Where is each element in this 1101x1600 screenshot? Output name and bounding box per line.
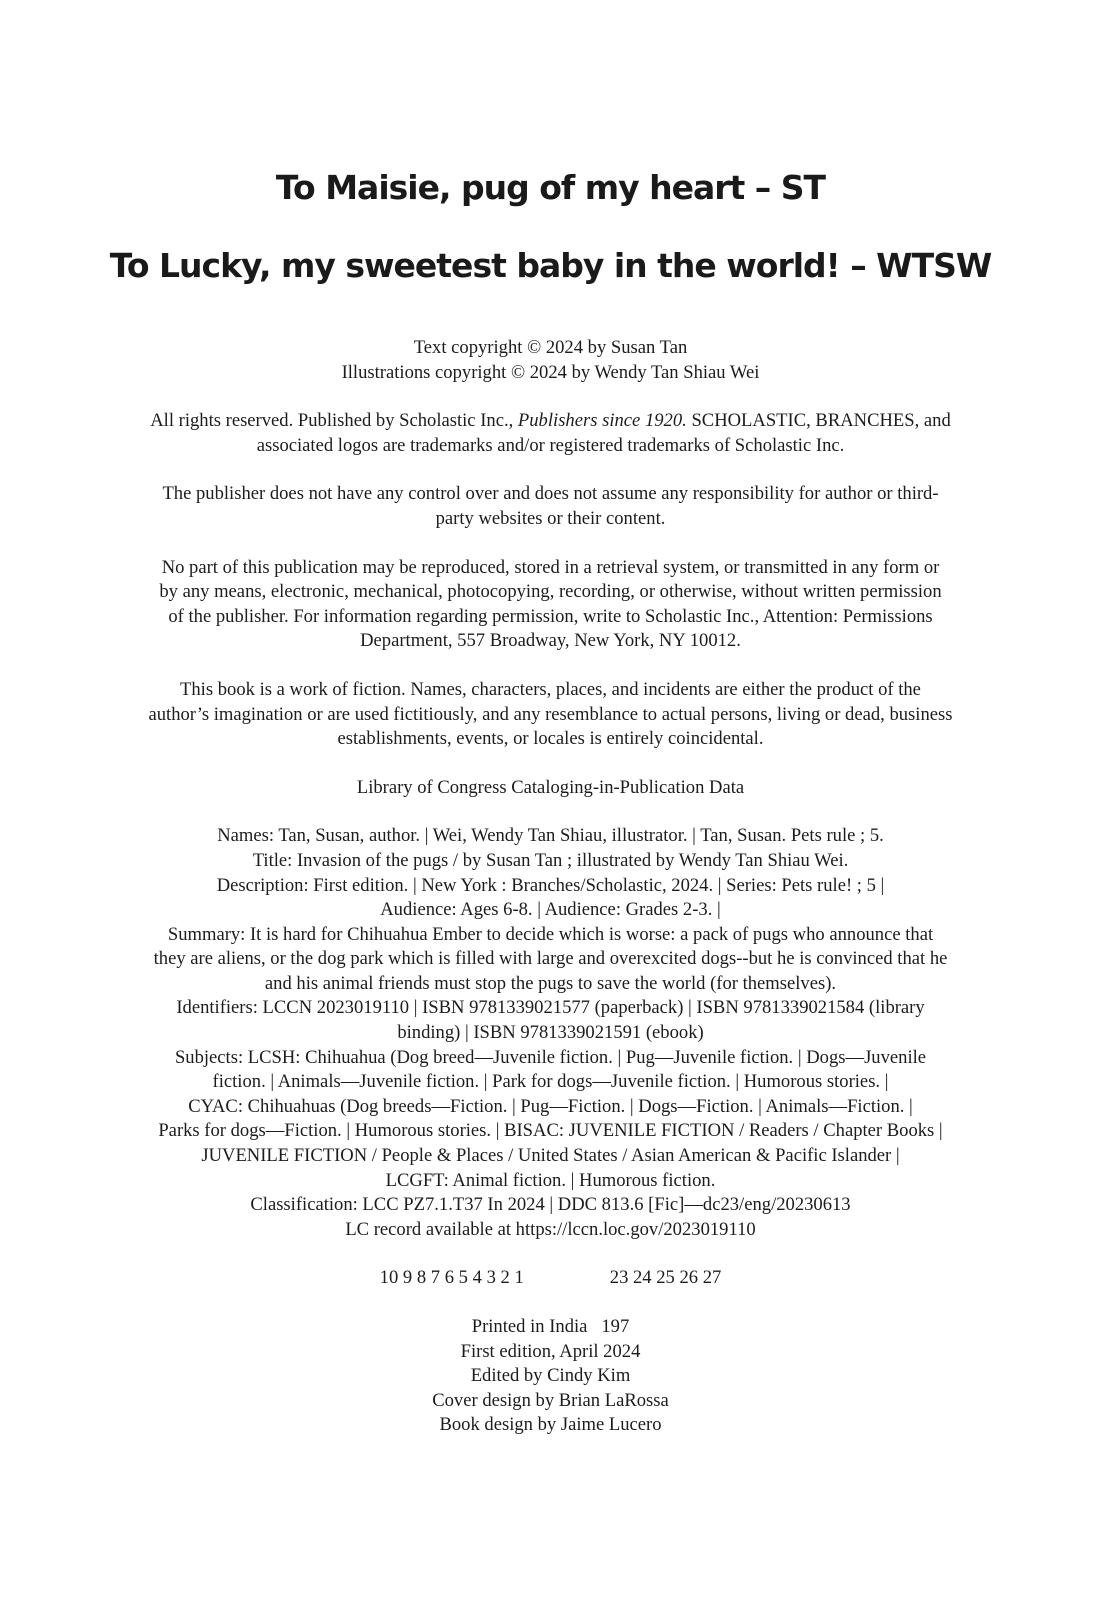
rights-text-start: All rights reserved. Published by Scholastic Inc., (150, 410, 518, 432)
reproduction-line: of the publisher. For information regarding permission, write to Scholastic Inc., Attention: Permissions (168, 605, 933, 627)
cover-design-credit: Cover design by Brian LaRossa (432, 1389, 669, 1411)
cip-summary: and his animal friends must stop the pugs to save the world (for themselves). (264, 972, 837, 994)
fiction-line: This book is a work of fiction. Names, characters, places, and incidents are either the product of the (180, 678, 921, 700)
rights-reserved (100, 409, 1001, 458)
editor-credit: Edited by Cindy Kim (470, 1365, 631, 1387)
copyright-notice (100, 336, 1001, 385)
book-design-credit: Book design by Jaime Lucero (439, 1414, 662, 1436)
cip-subjects: CYAC: Chihuahuas (Dog breeds—Fiction. | Pug—Fiction. | Dogs—Fiction. | Animals—Fiction. | (188, 1095, 913, 1117)
rights-text-end: SCHOLASTIC, BRANCHES, and (686, 410, 951, 432)
disclaimer-line: party websites or their content. (435, 507, 666, 529)
reproduction-notice (100, 556, 1001, 654)
cip-description: Description: First edition. | New York : Branches/Scholastic, 2024. | Series: Pets rule! ; 5 | (216, 874, 885, 896)
dedication-st: To Maisie, pug of my heart – ST (275, 168, 826, 207)
publisher-disclaimer (100, 482, 1001, 531)
rights-line-1 (100, 409, 1001, 434)
cip-data (100, 824, 1001, 1242)
cip-subjects: Parks for dogs—Fiction. | Humorous stories. | BISAC: JUVENILE FICTION / Readers / Chapter Books | (158, 1120, 943, 1142)
fiction-line: author’s imagination or are used fictitiously, and any resemblance to actual persons, living or dead, business (148, 703, 953, 725)
impression-line: 10 9 8 7 6 5 4 3 2 1 (379, 1267, 524, 1289)
cip-classification: Classification: LCC PZ7.1.T37 In 2024 | DDC 813.6 [Fic]—dc23/eng/20230613 (250, 1194, 851, 1216)
cip-identifiers: Identifiers: LCCN 2023019110 | ISBN 9781339021577 (paperback) | ISBN 9781339021584 (library (176, 997, 925, 1019)
legal-text (100, 336, 1001, 1438)
cip-summary: Summary: It is hard for Chihuahua Ember to decide which is worse: a pack of pugs who announce that (167, 923, 934, 945)
year-line: 23 24 25 26 27 (609, 1267, 722, 1289)
rights-line-2: associated logos are trademarks and/or registered trademarks of Scholastic Inc. (256, 434, 845, 456)
cip-identifiers: binding) | ISBN 9781339021591 (ebook) (397, 1022, 704, 1044)
fiction-notice (100, 678, 1001, 752)
cip-summary: they are aliens, or the dog park which is filled with large and overexcited dogs--but he is convinced that he (153, 948, 948, 970)
dedication-wtsw: To Lucky, my sweetest baby in the world! – WTSW (109, 246, 992, 285)
reproduction-line: No part of this publication may be reproduced, stored in a retrieval system, or transmitted in any form or (161, 556, 940, 578)
edition: First edition, April 2024 (460, 1340, 641, 1362)
reproduction-line: Department, 557 Broadway, New York, NY 10012. (360, 630, 741, 652)
cip-names: Names: Tan, Susan, author. | Wei, Wendy Tan Shiau, illustrator. | Tan, Susan. Pets rule ; 5. (217, 825, 884, 847)
printed-in: Printed in India 197 (471, 1316, 630, 1337)
publishers-since: Publishers since 1920. (517, 410, 687, 432)
cip-subjects: Subjects: LCSH: Chihuahua (Dog breed—Juvenile fiction. | Pug—Juvenile fiction. | Dogs—Juvenile (174, 1046, 927, 1068)
cip-subjects: JUVENILE FICTION / People & Places / United States / Asian American & Pacific Islander | (201, 1145, 900, 1167)
disclaimer-line: The publisher does not have any control over and does not assume any responsibility for author or third- (162, 483, 939, 505)
fiction-line: establishments, events, or locales is entirely coincidental. (337, 728, 764, 750)
cip-audience: Audience: Ages 6-8. | Audience: Grades 2-3. | (380, 899, 721, 921)
printing-numbers (100, 1266, 1001, 1291)
cip-subjects: LCGFT: Animal fiction. | Humorous fiction. (385, 1169, 716, 1191)
text-copyright: Text copyright © 2024 by Susan Tan (413, 337, 688, 358)
reproduction-line: by any means, electronic, mechanical, photocopying, recording, or otherwise, without written permission (159, 581, 942, 603)
credits (100, 1315, 1001, 1438)
cip-lc-record: LC record available at https://lccn.loc.gov/2023019110 (345, 1218, 756, 1240)
cip-subjects: fiction. | Animals—Juvenile fiction. | Park for dogs—Juvenile fiction. | Humorous stories. | (212, 1071, 889, 1093)
cip-title: Title: Invasion of the pugs / by Susan Tan ; illustrated by Wendy Tan Shiau Wei. (252, 849, 849, 871)
cip-heading: Library of Congress Cataloging-in-Publication Data (356, 776, 745, 798)
illustrations-copyright: Illustrations copyright © 2024 by Wendy Tan Shiau Wei (341, 361, 760, 383)
